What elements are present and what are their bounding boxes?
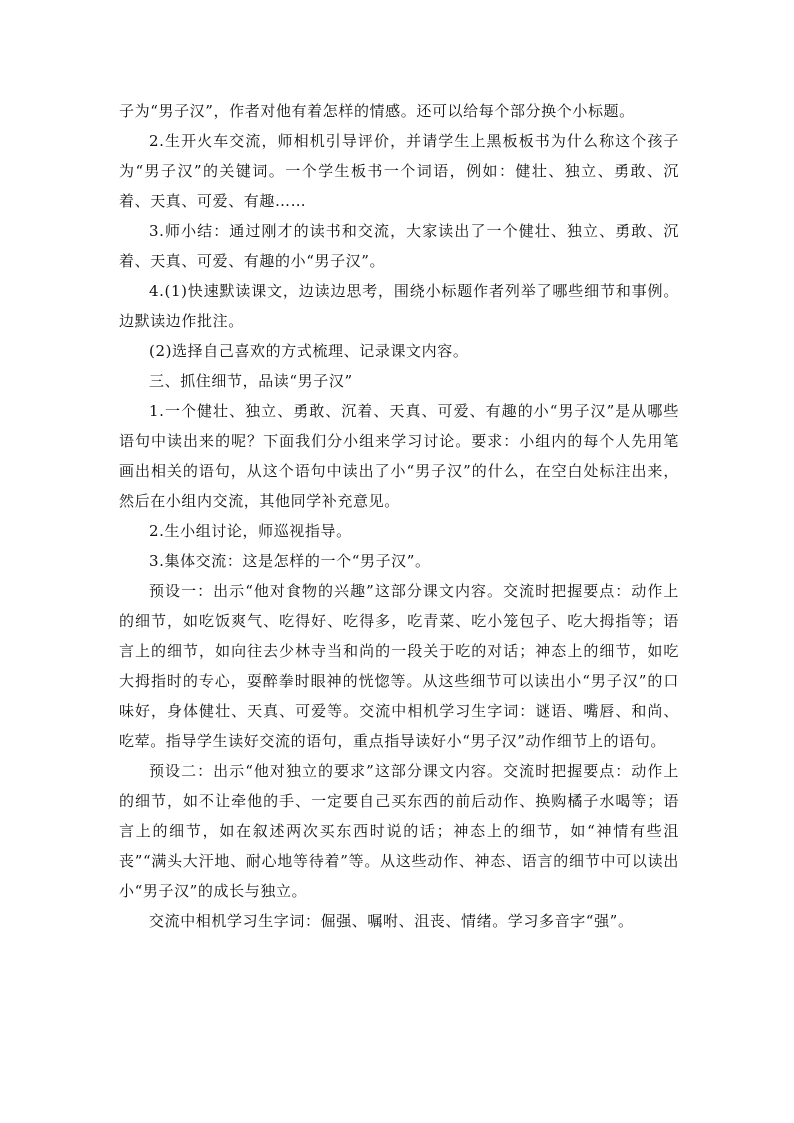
paragraph-step-4-1: 4.(1)快速默读课文，边读边思考，围绕小标题作者列举了哪些细节和事例。边默读边作批注。 <box>119 282 679 330</box>
paragraph-preset-one: 预设一：出示“他对食物的兴趣”这部分课文内容。交流时把握要点：动作上的细节，如吃饭爽气、吃得好、吃得多，吃青菜、吃小笼包子、吃大拇指等；语言上的细节，如向往去少林寺当和尚的一段关于吃的对话；神态上的细节，如吃大拇指时的专心，耍醉拳时眼神的恍惚等。从这些细节可以读出小“男子汉”的口味好，身体健壮、天真、可爱等。交流中相机学习生字词：谜语、嘴唇、和尚、吃荤。指导学生读好交流的语句，重点指导读好小“男子汉”动作细节上的语句。 <box>119 582 679 750</box>
paragraph-continuation: 子为“男子汉”，作者对他有着怎样的情感。还可以给每个部分换个小标题。 <box>119 102 635 120</box>
paragraph-step-2: 2.生开火车交流，师相机引导评价，并请学生上黑板板书为什么称这个孩子为“男子汉”的关键词。一个学生板书一个词语，例如：健壮、独立、勇敢、沉着、天真、可爱、有趣…… <box>119 132 679 210</box>
paragraph-step-3: 3.师小结：通过刚才的读书和交流，大家读出了一个健壮、独立、勇敢、沉着、天真、可爱、有趣的小“男子汉”。 <box>119 222 679 270</box>
paragraph-vocabulary: 交流中相机学习生字词：倔强、嘱咐、沮丧、情绪。学习多音字“强”。 <box>149 912 634 930</box>
section-heading: 三、抓住细节，品读“男子汉” <box>149 372 353 390</box>
document-page <box>119 96 679 936</box>
paragraph-group-discussion: 1.一个健壮、独立、勇敢、沉着、天真、可爱、有趣的小“男子汉”是从哪些语句中读出来的呢？下面我们分小组来学习讨论。要求：小组内的每个人先用笔画出相关的语句，从这个语句中读出了小“男子汉”的什么，在空白处标注出来，然后在小组内交流，其他同学补充意见。 <box>119 402 679 510</box>
paragraph-preset-two: 预设二：出示“他对独立的要求”这部分课文内容。交流时把握要点：动作上的细节，如不让牵他的手、一定要自己买东西的前后动作、换购橘子水喝等；语言上的细节，如在叙述两次买东西时说的话；神态上的细节，如“神情有些沮丧”“满头大汗地、耐心地等待着”等。从这些动作、神态、语言的细节中可以读出小“男子汉”的成长与独立。 <box>119 762 679 900</box>
paragraph-teacher-guidance: 2.生小组讨论，师巡视指导。 <box>149 522 352 540</box>
paragraph-step-4-2: (2)选择自己喜欢的方式梳理、记录课文内容。 <box>149 342 469 360</box>
paragraph-collective-exchange: 3.集体交流：这是怎样的一个“男子汉”。 <box>149 552 431 570</box>
